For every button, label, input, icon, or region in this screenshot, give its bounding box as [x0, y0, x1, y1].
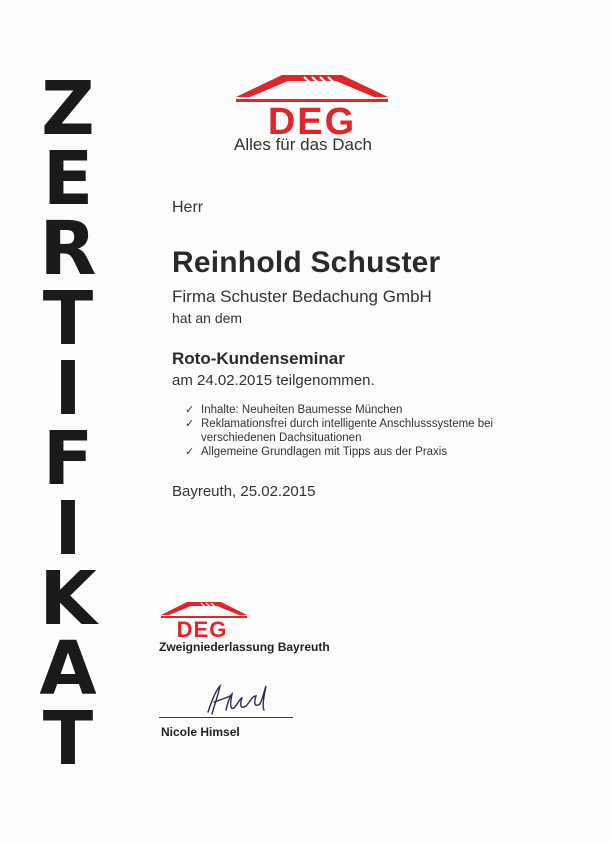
signature-line	[159, 717, 293, 718]
check-icon: ✓	[185, 446, 195, 458]
list-item: ✓ Inhalte: Neuheiten Baumesse München	[185, 404, 403, 416]
intro-text: hat an dem	[172, 310, 243, 326]
title-letter: R	[39, 206, 97, 292]
branch-name: Zweigniederlassung Bayreuth	[159, 640, 330, 654]
title-letter: I	[54, 346, 82, 432]
title-letter: A	[39, 626, 97, 712]
check-icon: ✓	[185, 404, 195, 416]
topic-list	[185, 403, 525, 459]
logo-wordmark-small: DEG	[176, 617, 228, 639]
title-letter: I	[54, 486, 82, 572]
attendance-date: am 24.02.2015 teilgenommen.	[172, 372, 375, 389]
recipient-name: Reinhold Schuster	[172, 246, 441, 279]
title-letter: T	[42, 696, 94, 782]
signer-name: Nicole Himsel	[161, 725, 240, 739]
title-letter: Z	[41, 66, 95, 152]
list-item: ✓ Allgemeine Grundlagen mit Tipps aus der Praxis	[185, 446, 448, 458]
place-date: Bayreuth, 25.02.2015	[172, 483, 316, 500]
list-item: ✓ Reklamationsfrei durch intelligente Anschlusssysteme bei verschiedenen Dachsituationen	[185, 418, 494, 444]
deg-logo-small	[159, 601, 249, 641]
title-letter: T	[42, 276, 94, 362]
title-letter: K	[39, 556, 97, 642]
logo-tagline: Alles für das Dach	[234, 135, 372, 154]
salutation: Herr	[172, 199, 204, 216]
signature-icon	[200, 680, 280, 720]
company-name: Firma Schuster Bedachung GmbH	[172, 287, 432, 306]
logo-wordmark: DEG	[267, 101, 357, 137]
check-icon: ✓	[185, 418, 195, 430]
title-letter: F	[42, 416, 94, 502]
seminar-title: Roto-Kundenseminar	[172, 349, 345, 368]
title-letter: E	[42, 136, 94, 222]
